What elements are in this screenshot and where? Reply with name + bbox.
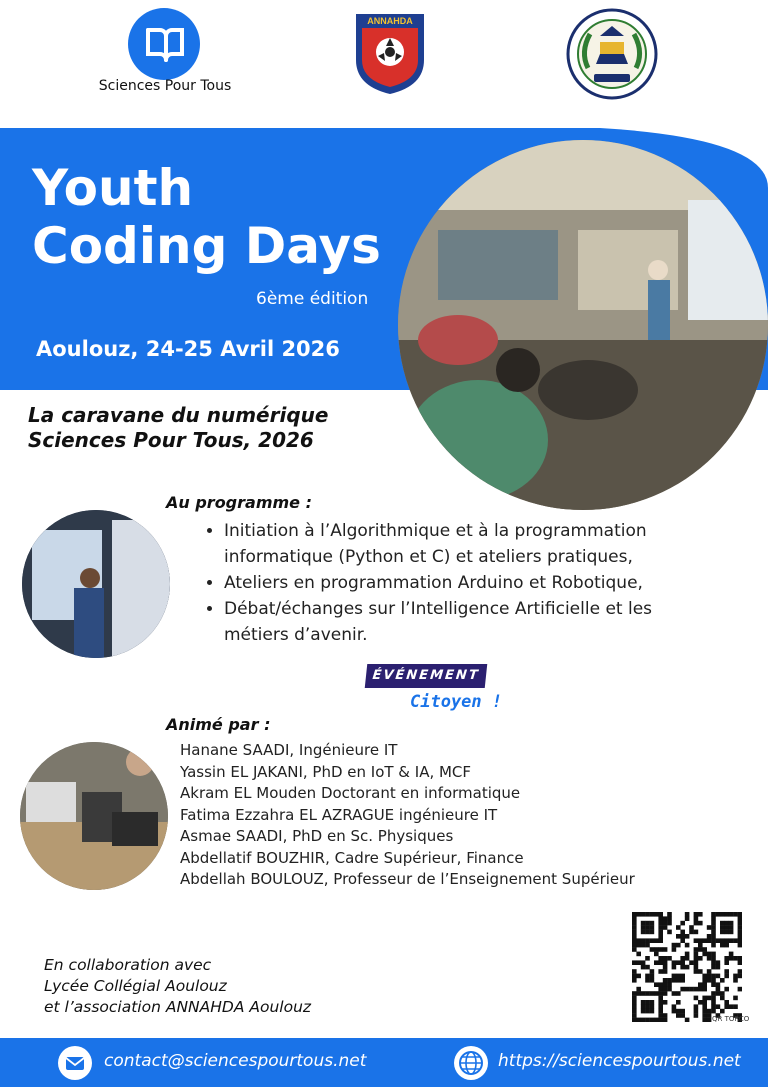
collab-line3: et l’association ANNAHDA Aoulouz	[44, 998, 312, 1016]
speakers-list	[180, 740, 635, 891]
list-item: • Ateliers en programmation Arduino et Robotique,	[224, 570, 764, 596]
sciences-pour-tous-label: Sciences Pour Tous	[98, 78, 232, 94]
caravane-subtitle	[28, 403, 328, 453]
collaboration-note	[44, 955, 311, 1018]
qr-code[interactable]	[632, 912, 742, 1022]
book-icon	[128, 8, 200, 80]
website-link[interactable]: https://sciencespourtous.net	[498, 1051, 741, 1071]
event-title-line1: Youth	[32, 159, 194, 217]
list-item: • Débat/échanges sur l’Intelligence Artificielle et les métiers d’avenir.	[224, 596, 764, 648]
contact-email-link[interactable]: contact@sciencespourtous.net	[104, 1051, 367, 1071]
programme-list	[200, 518, 764, 648]
list-item: Hanane SAADI, Ingénieure IT	[180, 741, 398, 759]
footer-bar	[0, 1038, 768, 1087]
annahda-text: ANNAHDA	[367, 16, 413, 26]
annahda-logo	[352, 10, 428, 96]
lycee-logo	[566, 8, 658, 100]
programme-heading: Au programme :	[166, 493, 312, 512]
whiteboard-photo	[22, 510, 170, 658]
globe-icon	[454, 1046, 488, 1080]
sciences-pour-tous-logo	[128, 8, 200, 80]
collab-line1: En collaboration avec	[44, 956, 212, 974]
event-dateline: Aoulouz, 24-25 Avril 2026	[36, 337, 340, 361]
computer-lab-photo	[20, 742, 168, 890]
evenement-badge: ÉVÉNEMENT	[365, 664, 488, 688]
citoyen-label: Citoyen !	[410, 692, 503, 712]
email-icon	[58, 1046, 92, 1080]
event-title-line2: Coding Days	[32, 217, 381, 275]
list-item: Abdellatif BOUZHIR, Cadre Supérieur, Finance	[180, 848, 524, 867]
list-item: Asmae SAADI, PhD en Sc. Physiques	[180, 827, 454, 845]
list-item: Yassin EL JAKANI, PhD en IoT & IA, MCF	[180, 762, 472, 781]
list-item: Abdellah BOULOUZ, Professeur de l’Enseignement Supérieur	[180, 870, 635, 888]
caravane-line2: Sciences Pour Tous, 2026	[28, 428, 314, 452]
caravane-line1: La caravane du numérique	[28, 403, 329, 427]
edition-label: 6ème édition	[256, 289, 369, 309]
classroom-photo	[398, 140, 768, 510]
anime-heading: Animé par :	[166, 715, 271, 734]
qr-tag: QR TORCO	[712, 1015, 750, 1023]
list-item: Fatima Ezzahra EL AZRAGUE ingénieure IT	[180, 805, 498, 824]
list-item: • Initiation à l’Algorithmique et à la programmation informatique (Python et C) et ateliers pratiques,	[224, 518, 764, 570]
collab-line2: Lycée Collégial Aoulouz	[44, 977, 227, 995]
list-item: Akram EL Mouden Doctorant en informatique	[180, 784, 521, 802]
